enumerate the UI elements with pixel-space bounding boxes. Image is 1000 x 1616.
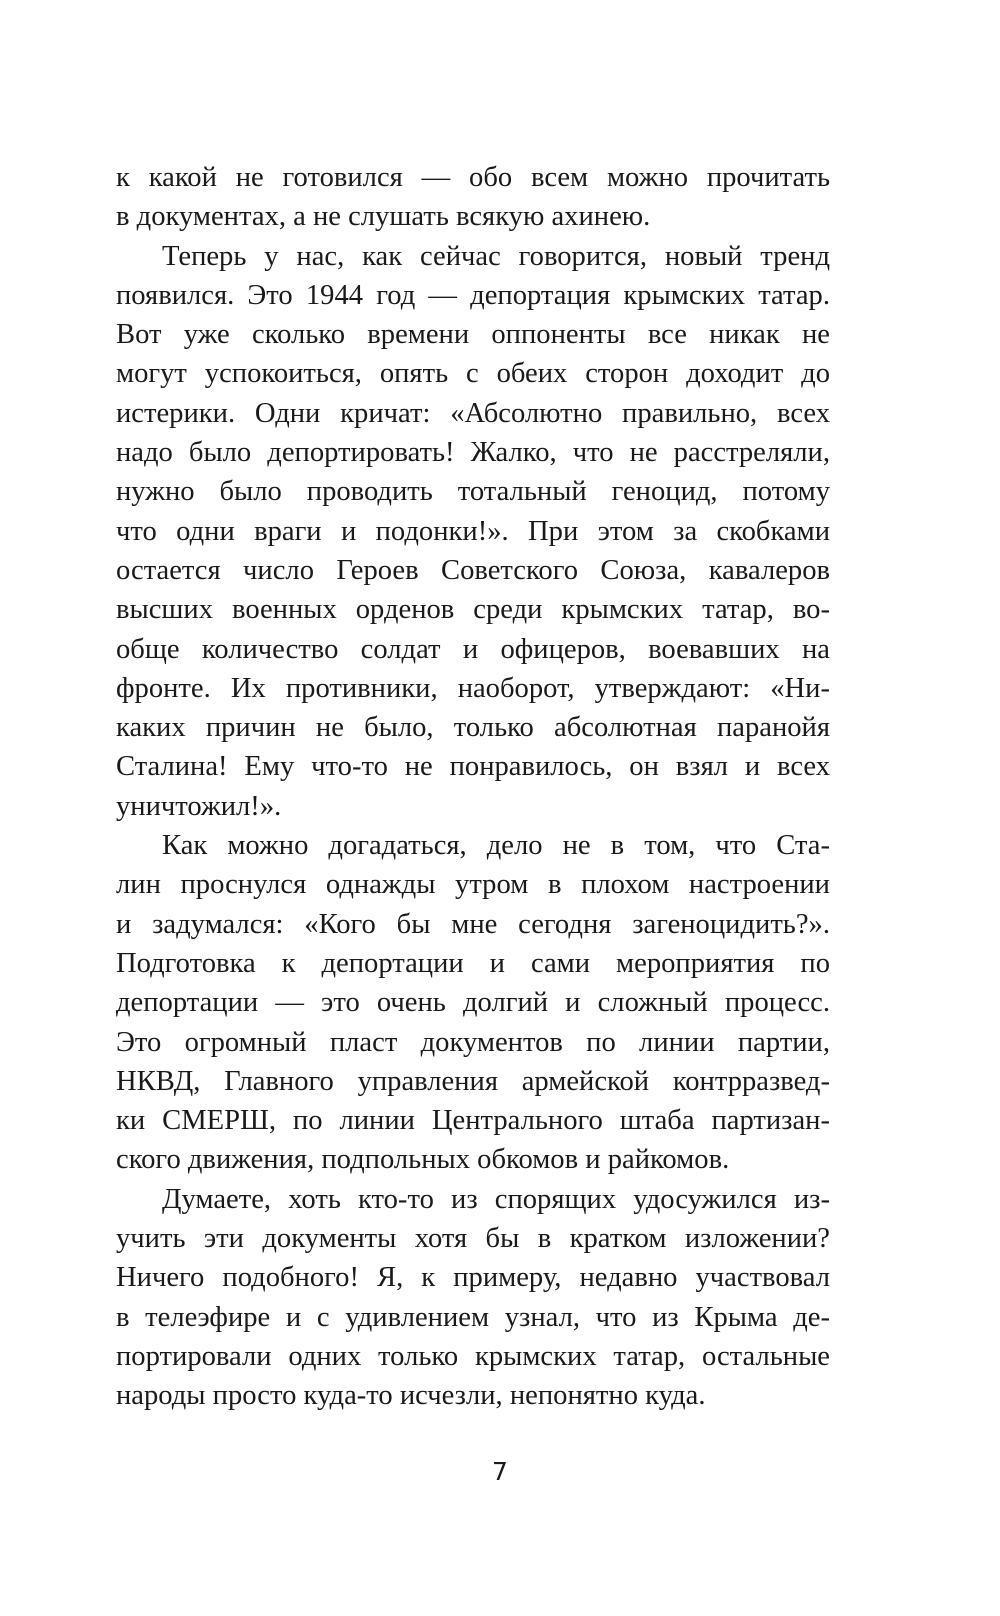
text-line: Ничего подобного! Я, к примеру, недавно участвовал — [116, 1262, 830, 1294]
paragraph-4 — [116, 1180, 830, 1416]
text-line: Думаете, хоть кто-то из спорящих удосужился из- — [162, 1183, 830, 1215]
text-line: в документах, а не слушать всякую ахинею. — [116, 201, 651, 233]
text-line: уничтожил!». — [116, 790, 282, 822]
text-line: Это огромный пласт документов по линии партии, — [116, 1026, 830, 1058]
text-line: портировали одних только крымских татар, остальные — [116, 1340, 830, 1372]
text-line: ки СМЕРШ, по линии Центрального штаба партизан- — [116, 1105, 830, 1137]
text-line: что одни враги и подонки!». При этом за скобками — [116, 515, 830, 547]
text-line: и задумался: «Кого бы мне сегодня загеноцидить?». — [116, 908, 830, 940]
text-line: каких причин не было, только абсолютная паранойя — [116, 712, 830, 744]
text-line: Теперь у нас, как сейчас говорится, новый тренд — [162, 240, 830, 272]
paragraph-1 — [116, 158, 830, 237]
page-number: 7 — [492, 1457, 508, 1486]
text-line: фронте. Их противники, наоборот, утверждают: «Ни- — [116, 672, 830, 704]
text-line: нужно было проводить тотальный геноцид, потому — [116, 476, 830, 508]
text-line: Вот уже сколько времени оппоненты все никак не — [116, 319, 830, 351]
text-line: могут успокоиться, опять с обеих сторон доходит до — [116, 358, 830, 390]
text-line: истерики. Одни кричат: «Абсолютно правильно, всех — [116, 397, 830, 429]
text-line: лин проснулся однажды утром в плохом настроении — [116, 869, 830, 901]
text-line: учить эти документы хотя бы в кратком изложении? — [116, 1223, 830, 1255]
text-line: остается число Героев Советского Союза, кавалеров — [116, 554, 830, 586]
paragraph-3 — [116, 826, 830, 1180]
text-line: Сталина! Ему что-то не понравилось, он взял и всех — [116, 751, 830, 783]
text-line: НКВД, Главного управления армейской контрразвед- — [116, 1065, 830, 1097]
text-line: ского движения, подпольных обкомов и райкомов. — [116, 1144, 730, 1176]
text-line: обще количество солдат и офицеров, воевавших на — [116, 633, 830, 665]
text-line: в телеэфире и с удивлением узнал, что из Крыма де- — [116, 1301, 830, 1333]
text-line: к какой не готовился — обо всем можно прочитать — [116, 162, 830, 193]
text-line: народы просто куда-то исчезли, непонятно куда. — [116, 1380, 706, 1412]
text-line: высших военных орденов среди крымских татар, во- — [116, 594, 830, 626]
text-line: Как можно догадаться, дело не в том, что Ста- — [162, 830, 830, 862]
text-line: появился. Это 1944 год — депортация крымских татар. — [116, 279, 830, 311]
body-text — [116, 158, 830, 1416]
text-line: надо было депортировать! Жалко, что не расстреляли, — [116, 437, 830, 469]
text-line: Подготовка к депортации и сами мероприятия по — [116, 947, 830, 979]
paragraph-2 — [116, 237, 830, 826]
text-line: депортации — это очень долгий и сложный процесс. — [116, 987, 830, 1019]
